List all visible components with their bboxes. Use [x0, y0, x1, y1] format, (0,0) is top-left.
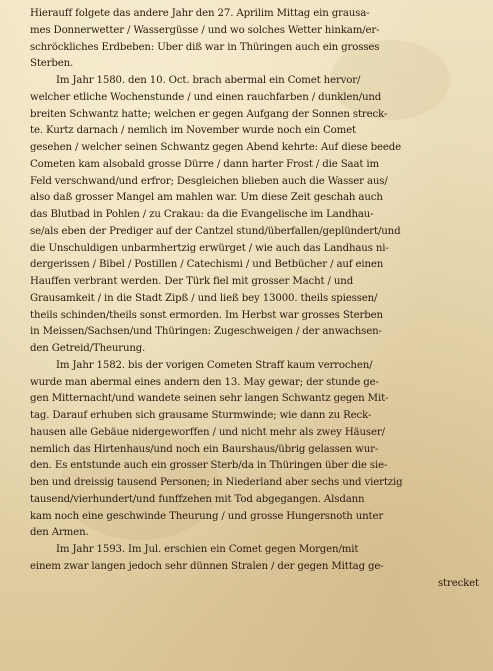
- text-line: tausend/vierhundert/und funffzehen mit Tod abgegangen. Alsdann: [30, 493, 365, 505]
- text-line: schröckliches Erdbeben: Uber diß war in Thüringen auch ein grosses: [30, 41, 380, 53]
- paragraph-start-line: Im Jahr 1580. den 10. Oct. brach abermal ein Comet hervor/: [56, 75, 361, 86]
- text-line: den Armen.: [30, 527, 89, 539]
- text-line: die Unschuldigen unbarmhertzig erwürget / wie auch das Landhaus ni-: [30, 242, 389, 254]
- text-line: wurde man abermal eines andern den 13. May gewar; der stunde ge-: [30, 376, 379, 388]
- text-line: Sterben.: [30, 58, 74, 70]
- text-line: hausen alle Gebäue nidergeworffen / und nicht mehr als zwey Häuser/: [30, 426, 385, 438]
- text-line: tag. Darauf erhuben sich grausame Sturmwinde; wie dann zu Reck-: [30, 410, 372, 421]
- text-line: breiten Schwantz hatte; welchen er gegen Aufgang der Sonnen streck-: [30, 108, 388, 120]
- text-line: Hierauff folgete das andere Jahr den 27. Aprilim Mittag ein grausa-: [30, 8, 370, 19]
- text-line: mes Donnerwetter / Wassergüsse / und wo solches Wetter hinkam/er-: [30, 24, 380, 36]
- text-line: nemlich das Hirtenhaus/und noch ein Baurshaus/übrig gelassen wur-: [30, 443, 379, 455]
- text-line: den. Es entstunde auch ein grosser Sterb/da in Thüringen über die sie-: [30, 460, 388, 472]
- paragraph-start-line: Im Jahr 1593. Im Jul. erschien ein Comet gegen Morgen/mit: [56, 544, 359, 555]
- text-line: den Getreid/Theurung.: [30, 343, 146, 354]
- text-line: te. Kurtz darnach / nemlich im November wurde noch ein Comet: [30, 125, 356, 137]
- text-line: einem zwar langen jedoch sehr dünnen Stralen / der gegen Mittag ge-: [30, 560, 384, 572]
- page-text: [30, 6, 485, 592]
- paragraph-start-line: Im Jahr 1582. bis der vorigen Cometen Straff kaum verrochen/: [56, 359, 373, 371]
- text-line: welcher etliche Wochenstunde / und einen rauchfarben / dunklen/und: [30, 91, 382, 103]
- text-line: kam noch eine geschwinde Theurung / und grosse Hungersnoth unter: [30, 510, 384, 522]
- text-line: Hauffen verbrant werden. Der Türk fiel mit grosser Macht / und: [30, 276, 354, 287]
- catchword-line: strecket: [437, 577, 479, 589]
- text-line: se/als eben der Prediger auf der Cantzel stund/überfallen/geplündert/und: [30, 225, 401, 237]
- text-line: gesehen / welcher seinen Schwantz gegen Abend kehrte: Auf diese beede: [30, 142, 402, 153]
- text-line: das Blutbad in Pohlen / zu Crakau: da die Evangelische im Landhau-: [30, 209, 374, 220]
- text-line: dergerissen / Bibel / Postillen / Catechismi / und Betbücher / auf einen: [30, 259, 384, 271]
- text-line: in Meissen/Sachsen/und Thüringen: Zugeschweigen / der anwachsen-: [30, 326, 382, 338]
- text-line: Grausamkeit / in die Stadt Zipß / und ließ bey 13000. theils spiessen/: [30, 292, 378, 304]
- text-line: also daß grosser Mangel am mahlen war. Um diese Zeit geschah auch: [30, 192, 383, 204]
- text-line: gen Mitternacht/und wandete seinen sehr langen Schwantz gegen Mit-: [30, 393, 389, 405]
- text-line: ben und dreissig tausend Personen; in Niederland aber sechs und viertzig: [30, 477, 403, 488]
- text-line: Cometen kam alsobald grosse Dürre / dann harter Frost / die Saat im: [30, 158, 380, 170]
- text-line: theils schinden/theils sonst ermorden. Im Herbst war grosses Sterben: [30, 309, 383, 321]
- text-line: Feld verschwand/und erfror; Desgleichen blieben auch die Wasser aus/: [30, 175, 388, 187]
